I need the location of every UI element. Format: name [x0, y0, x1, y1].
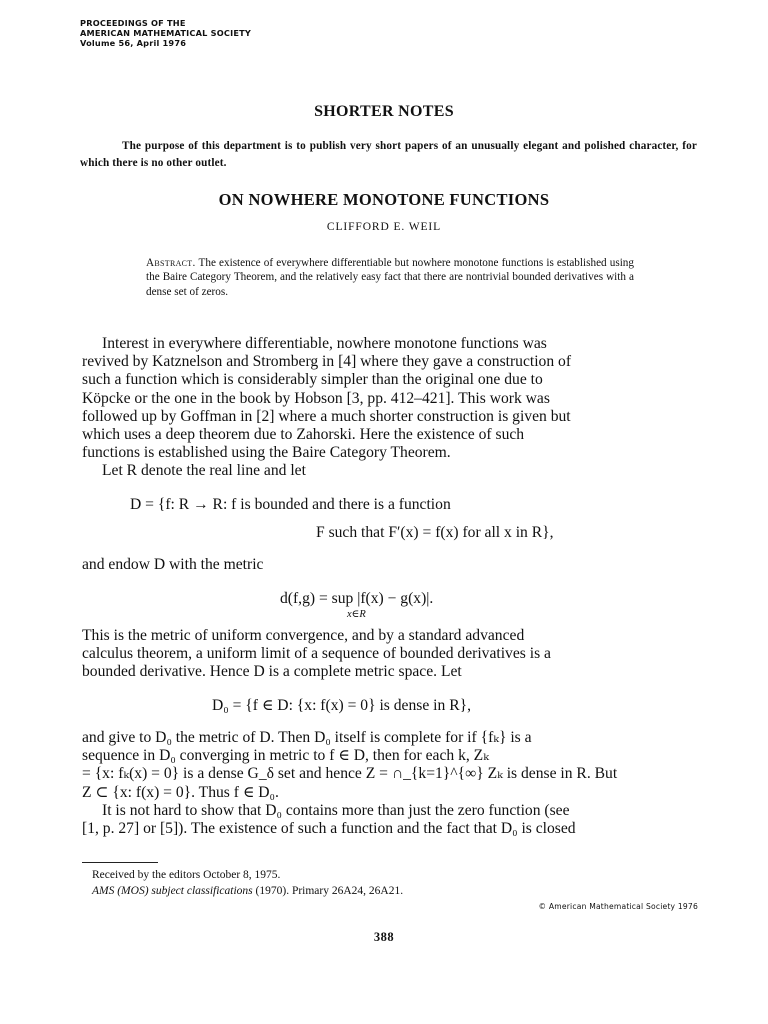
footnote-classification [92, 884, 403, 898]
journal-name-line1: PROCEEDINGS OF THE [80, 18, 186, 28]
equation-D0: D₀ = {f ∈ D: {x: f(x) = 0} is dense in R}, [212, 697, 471, 714]
copyright-notice: © American Mathematical Society 1976 [538, 902, 698, 911]
equation-D-line1: D = {f: R → R: f is bounded and there is a function [130, 496, 451, 513]
paper-title: ON NOWHERE MONOTONE FUNCTIONS [218, 190, 550, 209]
body-line: sequence in D₀ converging in metric to f ∈ D, then for each k, Zₖ [82, 747, 489, 765]
department-note: The purpose of this department is to publish very short papers of an unusually elegant and polished character, for which there is no other outlet. [80, 140, 697, 169]
endow-line: and endow D with the metric [82, 556, 264, 573]
journal-header [80, 18, 251, 48]
body-line: Z ⊂ {x: f(x) = 0}. Thus f ∈ D₀. [82, 783, 279, 801]
footnote-received: Received by the editors October 8, 1975. [92, 869, 281, 881]
classification-codes: (1970). Primary 26A24, 26A21. [255, 885, 404, 897]
abstract [146, 256, 634, 299]
journal-name-line2: AMERICAN MATHEMATICAL SOCIETY [80, 28, 252, 38]
body-line: and give to D₀ the metric of D. Then D₀ itself is complete for if {fₖ} is a [82, 729, 532, 746]
body-line: revived by Katznelson and Stromberg in [4] where they gave a construction of [82, 353, 572, 371]
uniform-convergence-paragraph [82, 627, 699, 682]
intro-paragraph [82, 335, 699, 481]
completeness-paragraph [82, 729, 699, 838]
body-line: It is not hard to show that D₀ contains more than just the zero function (see [102, 801, 570, 819]
footnote-divider [82, 862, 158, 863]
body-line: followed up by Goffman in [2] where a much shorter construction is given but [82, 407, 571, 425]
abstract-text: The existence of everywhere differentiable but nowhere monotone functions is established using the Baire Category Theorem, and the relatively easy fact that there are nontrivial bounded derivatives with a dense set of zeros. [146, 257, 634, 298]
classification-label: AMS (MOS) subject classifications [92, 885, 253, 897]
body-line: This is the metric of uniform convergence, and by a standard advanced [82, 627, 525, 644]
body-line: Let R denote the real line and let [102, 462, 306, 480]
equation-D-line2: F such that F′(x) = f(x) for all x in R}, [316, 524, 554, 541]
page-number: 388 [373, 930, 395, 944]
abstract-lead: Abstract. [146, 257, 196, 269]
equation-metric: d(f,g) = sup |f(x) − g(x)|. [280, 590, 434, 607]
equation-metric-subscript: x∈R [347, 609, 366, 620]
body-line: [1, p. 27] or [5]). The existence of such a function and the fact that D₀ is closed [82, 820, 576, 838]
body-line: which uses a deep theorem due to Zahorski. Here the existence of such [82, 426, 525, 444]
body-line: Interest in everywhere differentiable, nowhere monotone functions was [102, 335, 547, 352]
section-title: SHORTER NOTES [314, 103, 454, 120]
body-line: such a function which is considerably simpler than the original one due to [82, 371, 543, 389]
body-line: bounded derivative. Hence D is a complete metric space. Let [82, 663, 462, 681]
body-line: = {x: fₖ(x) = 0} is a dense G_δ set and hence Z = ∩_{k=1}^{∞} Zₖ is dense in R. But [82, 765, 618, 783]
author-name: CLIFFORD E. WEIL [326, 221, 442, 233]
journal-volume: Volume 56, April 1976 [80, 38, 187, 48]
body-line: Köpcke or the one in the book by Hobson [3, pp. 412–421]. This work was [82, 389, 550, 407]
body-line: functions is established using the Baire Category Theorem. [82, 444, 451, 462]
body-line: calculus theorem, a uniform limit of a sequence of bounded derivatives is a [82, 645, 551, 663]
